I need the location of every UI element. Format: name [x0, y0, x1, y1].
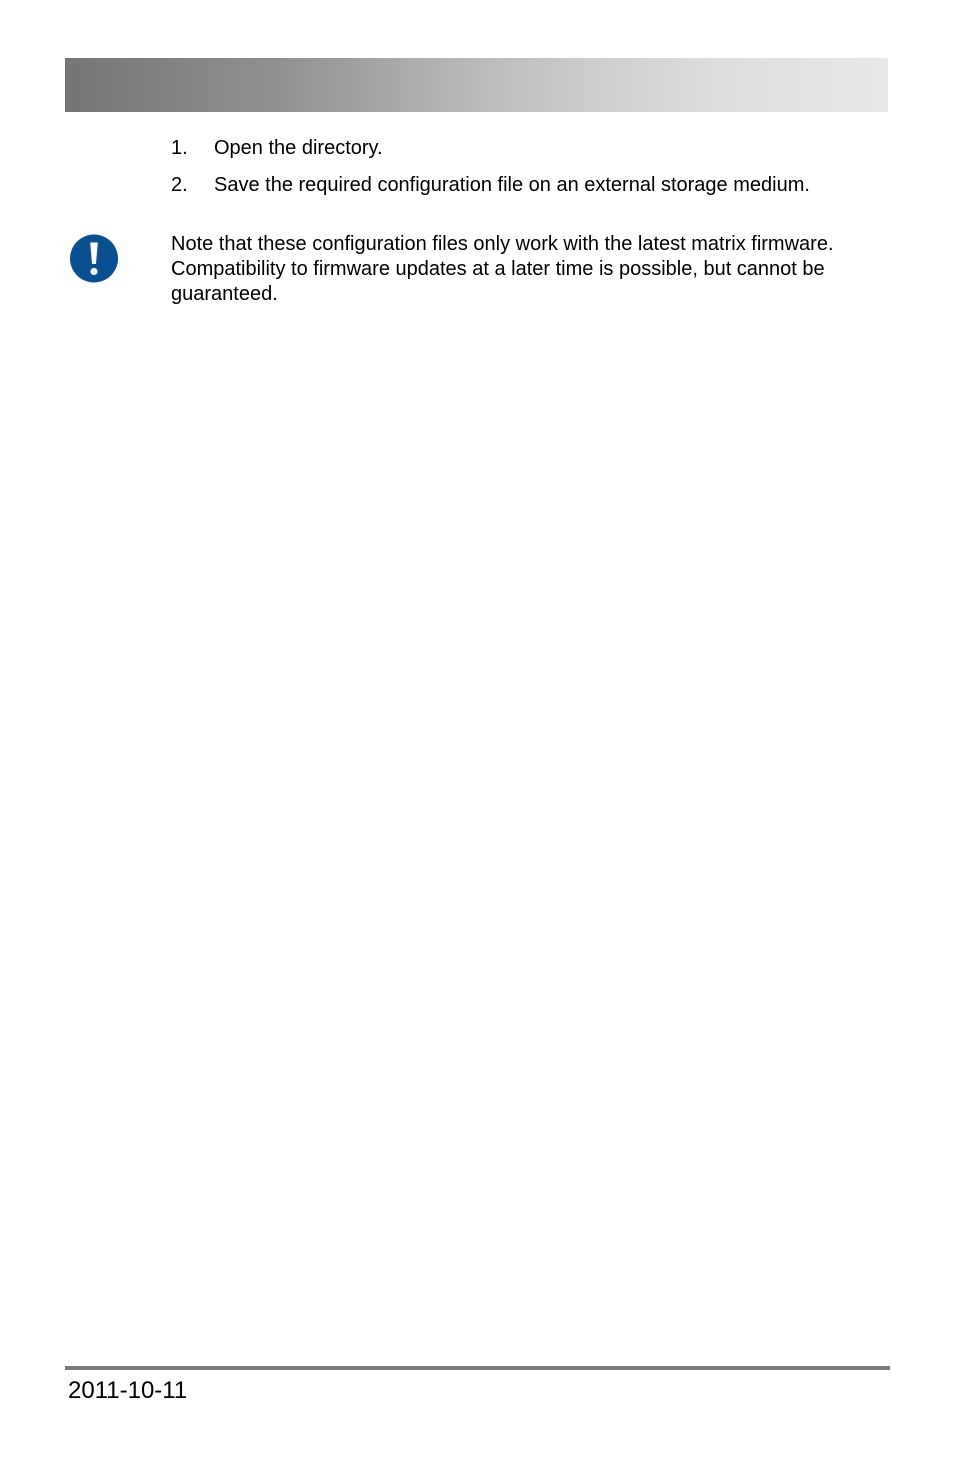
- list-item: [171, 136, 891, 160]
- steps-list: [171, 136, 891, 210]
- step-number: 2.: [171, 174, 188, 196]
- footer-date: 2011-10-11: [68, 1377, 188, 1404]
- exclamation-icon: [69, 233, 119, 284]
- step-text: Save the required configuration file on an external storage medium.: [214, 174, 810, 196]
- list-item: [171, 173, 891, 197]
- step-number: 1.: [171, 137, 188, 159]
- footer-rule: [65, 1366, 890, 1370]
- step-text: Open the directory.: [214, 137, 383, 159]
- note-text: Note that these configuration files only work with the latest matrix firmware. Compatibility to firmware updates at a later time is possible, but cannot be guaranteed.: [171, 233, 834, 305]
- header-bar: [65, 58, 888, 112]
